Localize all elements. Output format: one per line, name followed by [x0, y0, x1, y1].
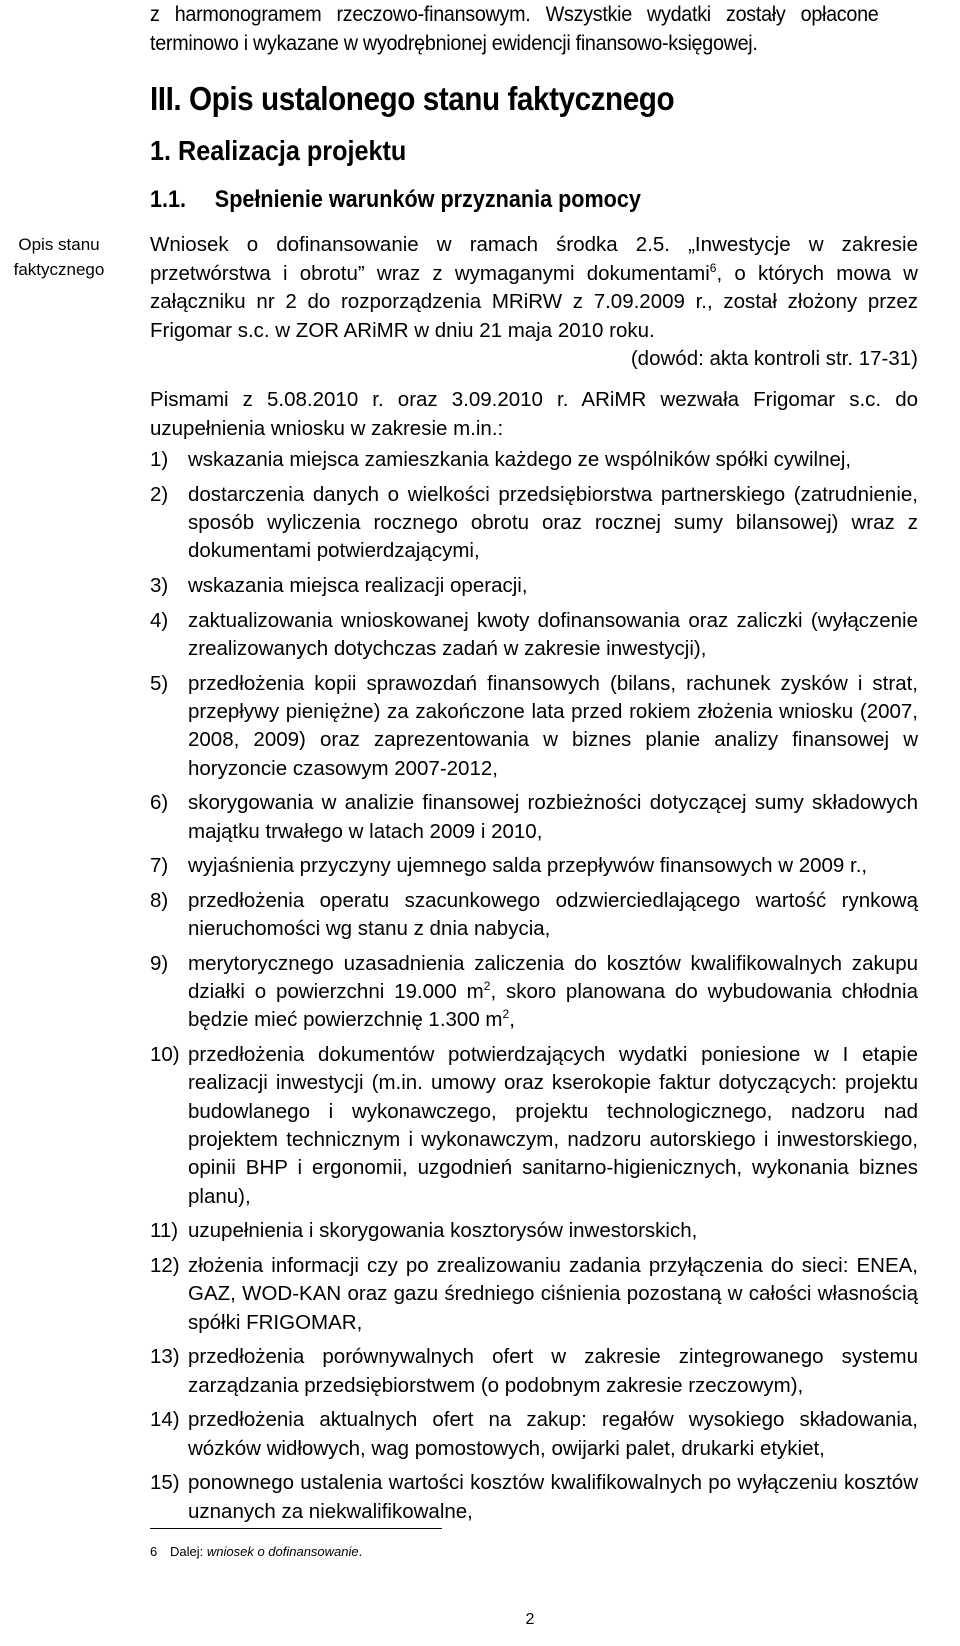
footnote-separator	[150, 1528, 442, 1529]
subsection-heading: 1. Realizacja projektu	[150, 135, 407, 166]
subsubsection-title: Spełnienie warunków przyznania pomocy	[214, 186, 641, 213]
paragraph-application-text-b: , o których mowa w załączniku nr 2 do rozporządzenia MRiRW z 7.09.2009 r., został złożony przez Frigomar s.c. w ZOR ARiMR w dniu 21 maja 2010 roku.	[150, 261, 918, 342]
list-item-number: 6)	[150, 791, 169, 815]
footnote	[150, 1544, 362, 1559]
paragraph-request: Pismami z 5.08.2010 r. oraz 3.09.2010 r. ARiMR wezwała Frigomar s.c. do uzupełnienia wniosku w zakresie m.in.:	[150, 388, 918, 440]
intro-paragraph: z harmonogramem rzeczowo-finansowym. Wszystkie wydatki zostały opłacone terminowo i wykazane w wyodrębnionej ewidencji finansowo-księgowej.	[150, 3, 879, 55]
list-item	[150, 670, 918, 783]
section-heading: III. Opis ustalonego stanu faktycznego	[150, 80, 675, 117]
list-item	[150, 572, 918, 600]
list-item-text-b: , skoro planowana do wybudowania chłodnia będzie mieć powierzchnię 1.300 m	[188, 980, 918, 1032]
list-item-number: 10)	[150, 1043, 180, 1067]
list-item-number: 11)	[150, 1219, 179, 1243]
list-item-number: 1)	[150, 448, 169, 471]
list-item-text: ponownego ustalenia wartości kosztów kwalifikowalnych po wyłączeniu kosztów uznanych za niekwalifikowalne,	[188, 1471, 918, 1523]
list-item-text-a: merytorycznego uzasadnienia zaliczenia do kosztów kwalifikowalnych zakupu działki o powierzchni 19.000 m	[188, 951, 918, 1004]
list-item	[150, 852, 918, 880]
list-item	[150, 1217, 918, 1245]
list-item-number: 12)	[150, 1254, 180, 1278]
list-item-number: 7)	[150, 854, 169, 878]
list-item-text: przedłożenia porównywalnych ofert w zakresie zintegrowanego systemu zarządzania przedsiębiorstwem (o podobnym zakresie rzeczowym),	[188, 1345, 918, 1397]
footnote-text-italic: wniosek o dofinansowanie	[206, 1544, 359, 1559]
list-item-text: przedłożenia kopii sprawozdań finansowych (bilans, rachunek zysków i strat, przepływy pieniężne) za zakończone lata przed rokiem złożenia wniosku (2007, 2008, 2009) oraz zaprezentowania w biznes planie analizy finansowej w horyzoncie czasowym 2007-2012,	[188, 671, 918, 780]
paragraph-application-text-a: Wniosek o dofinansowanie w ramach środka 2.5. „Inwestycje w zakresie przetwórstwa i obrotu” wraz z wymaganymi dokumentami	[150, 233, 918, 285]
list-item-text: wskazania miejsca zamieszkania każdego ze wspólników spółki cywilnej,	[188, 448, 852, 471]
list-item	[150, 1406, 918, 1463]
list-item-text: przedłożenia operatu szacunkowego odzwierciedlającego wartość rynkową nieruchomości wg stanu z dnia nabycia,	[188, 888, 918, 941]
list-item-number: 9)	[150, 951, 169, 975]
list-item-number: 13)	[150, 1345, 180, 1369]
list-item-text: wskazania miejsca realizacji operacji,	[188, 573, 528, 597]
page-number: 2	[525, 1611, 535, 1628]
list-item-text: skorygowania w analizie finansowej rozbieżności dotyczącej sumy składowych majątku trwałego w latach 2009 i 2010,	[188, 791, 918, 843]
list-item-number: 3)	[150, 573, 169, 597]
footnote-reference[interactable]: 6	[709, 260, 717, 275]
list-item-number: 15)	[150, 1471, 180, 1495]
list-item-number: 8)	[150, 888, 169, 912]
list-item	[150, 789, 918, 846]
list-item-number: 4)	[150, 608, 169, 632]
list-item	[150, 1469, 918, 1526]
superscript: 2	[502, 1007, 510, 1022]
requirements-list	[150, 446, 918, 1532]
footnote-text-b: .	[358, 1544, 363, 1559]
subsubsection-heading	[150, 186, 641, 214]
list-item-number: 14)	[150, 1408, 180, 1432]
list-item-text-c: ,	[509, 1008, 515, 1032]
superscript: 2	[483, 979, 491, 994]
list-item	[150, 481, 918, 566]
list-item-text: złożenia informacji czy po zrealizowaniu zadania przyłączenia do sieci: ENEA, GAZ, WOD-KAN oraz gazu średniego ciśnienia pozostaną w całości własnością spółki FRIGOMAR,	[188, 1254, 918, 1334]
list-item-text: przedłożenia aktualnych ofert na zakup: regałów wysokiego składowania, wózków widłowych, wag pomostowych, owijarki palet, drukarki etykiet,	[188, 1408, 918, 1460]
list-item-number: 5)	[150, 671, 169, 695]
list-item	[150, 950, 918, 1035]
list-item-text: przedłożenia dokumentów potwierdzających wydatki poniesione w I etapie realizacji inwestycji (m.in. umowy oraz kserokopie faktur dotyczących: projektu budowlanego i wykonawczego, projektu technologicznego, nadzoru nad projektem technicznym i wykonawczym, nadzoru autorskiego i inwestorskiego, opinii BHP i ergonomii, uzgodnień sanitarno-higienicznych, wykonania biznes planu),	[188, 1043, 918, 1208]
list-item-text: wyjaśnienia przyczyny ujemnego salda przepływów finansowych w 2009 r.,	[188, 854, 868, 878]
list-item	[150, 887, 918, 944]
list-item	[150, 1343, 918, 1400]
list-item	[150, 1252, 918, 1337]
margin-note: Opis stanu faktycznego	[13, 235, 105, 279]
list-item-number: 2)	[150, 482, 169, 506]
list-item	[150, 607, 918, 664]
list-item-text: dostarczenia danych o wielkości przedsiębiorstwa partnerskiego (zatrudnienie, sposób wyliczenia rocznego obrotu oraz rocznej sumy bilansowej) wraz z dokumentami potwierdzającymi,	[188, 482, 918, 563]
list-item	[150, 1041, 918, 1211]
footnote-text-a: Dalej:	[170, 1544, 207, 1559]
paragraph-application	[150, 231, 918, 345]
list-item	[150, 446, 918, 474]
list-item-text: zaktualizowania wnioskowanej kwoty dofinansowania oraz zaliczki (wyłączenie zrealizowanych dotychczas zadań w zakresie inwestycji),	[188, 608, 918, 660]
footnote-number: 6	[150, 1544, 158, 1559]
evidence-note: (dowód: akta kontroli str. 17-31)	[630, 347, 918, 370]
list-item-text: uzupełnienia i skorygowania kosztorysów inwestorskich,	[188, 1219, 698, 1243]
subsubsection-number: 1.1.	[150, 186, 187, 213]
